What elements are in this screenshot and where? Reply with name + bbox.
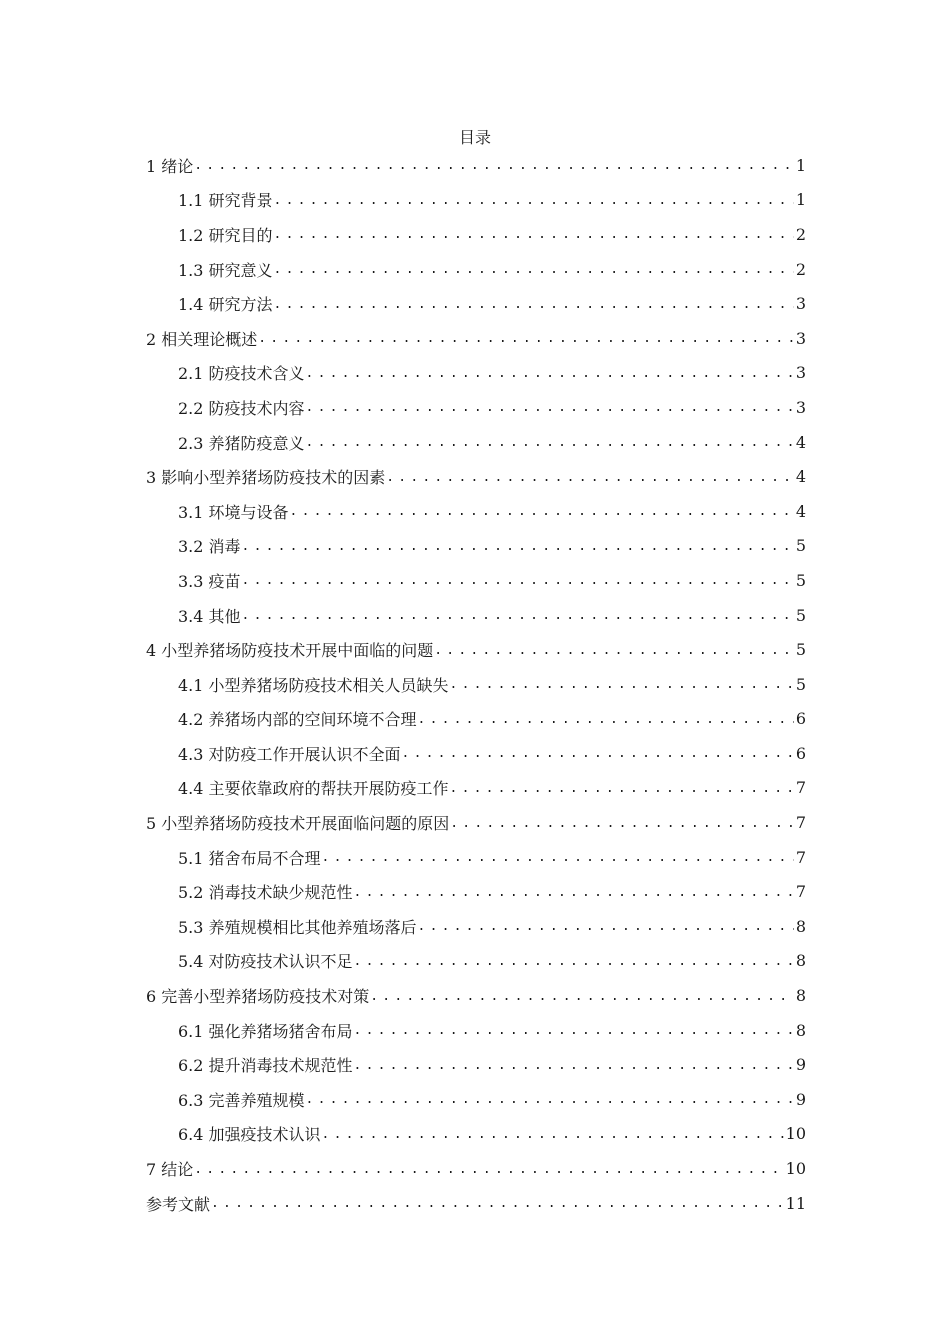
toc-entry[interactable] (146, 736, 806, 771)
toc-entry-page-number: 4 (795, 432, 806, 452)
toc-dot-leader (402, 742, 794, 764)
toc-entry[interactable] (146, 252, 806, 287)
toc-entry-label: 6 完善小型养猪场防疫技术对策 (146, 984, 370, 1007)
toc-entry-page-number: 5 (795, 536, 806, 556)
toc-entry-label: 5.2 消毒技术缺少规范性 (178, 880, 354, 903)
toc-entry-label: 2 相关理论概述 (146, 327, 258, 350)
toc-dot-leader (418, 915, 794, 937)
toc-dot-leader (306, 431, 794, 453)
toc-entry-page-number: 5 (795, 605, 806, 625)
toc-entry-label: 6.3 完善养殖规模 (178, 1088, 306, 1111)
toc-entry-page-number: 7 (795, 813, 806, 833)
toc-dot-leader (194, 154, 794, 176)
toc-entry-label: 4 小型养猪场防疫技术开展中面临的问题 (146, 638, 434, 661)
toc-entry-label: 3.3 疫苗 (178, 569, 242, 592)
toc-dot-leader (211, 1192, 784, 1214)
toc-entry[interactable] (146, 390, 806, 425)
toc-dot-leader (386, 466, 794, 488)
toc-entry[interactable] (146, 1151, 806, 1186)
toc-entry-page-number: 8 (795, 916, 806, 936)
toc-entry-page-number: 10 (785, 1124, 806, 1144)
toc-entry-page-number: 8 (795, 1020, 806, 1040)
toc-entry[interactable] (146, 148, 806, 183)
toc-dot-leader (450, 777, 794, 799)
toc-entry[interactable] (146, 944, 806, 979)
toc-entry-label: 5.1 猪舍布局不合理 (178, 846, 322, 869)
toc-entry-page-number: 2 (795, 224, 806, 244)
toc-entry-page-number: 5 (795, 674, 806, 694)
toc-dot-leader (322, 1123, 784, 1145)
toc-entry[interactable] (146, 702, 806, 737)
toc-dot-leader (434, 639, 794, 661)
toc-entry[interactable] (146, 667, 806, 702)
toc-entry-page-number: 3 (795, 294, 806, 314)
toc-entry-page-number: 4 (795, 467, 806, 487)
toc-entry-label: 3.4 其他 (178, 604, 242, 627)
toc-dot-leader (242, 604, 794, 626)
toc-dot-leader (274, 189, 794, 211)
toc-entry-page-number: 8 (795, 986, 806, 1006)
toc-entry[interactable] (146, 494, 806, 529)
toc-entry-page-number: 2 (795, 259, 806, 279)
toc-list (146, 148, 806, 1220)
toc-entry[interactable] (146, 425, 806, 460)
toc-entry-page-number: 9 (795, 1055, 806, 1075)
toc-entry-label: 5.3 养殖规模相比其他养殖场落后 (178, 915, 418, 938)
toc-entry[interactable] (146, 1013, 806, 1048)
toc-entry-page-number: 10 (785, 1159, 806, 1179)
toc-entry-label: 2.2 防疫技术内容 (178, 396, 306, 419)
toc-entry-label: 参考文献 (146, 1192, 211, 1215)
toc-entry[interactable] (146, 217, 806, 252)
toc-dot-leader (306, 396, 794, 418)
toc-dot-leader (354, 881, 794, 903)
toc-entry-page-number: 9 (795, 1089, 806, 1109)
toc-entry-label: 3.2 消毒 (178, 534, 242, 557)
toc-dot-leader (370, 985, 794, 1007)
toc-entry-label: 4.2 养猪场内部的空间环境不合理 (178, 707, 418, 730)
toc-entry-page-number: 6 (795, 709, 806, 729)
toc-entry[interactable] (146, 183, 806, 218)
toc-entry-page-number: 5 (795, 640, 806, 660)
toc-entry-label: 1.2 研究目的 (178, 223, 274, 246)
toc-entry[interactable] (146, 1082, 806, 1117)
toc-dot-leader (306, 362, 794, 384)
toc-entry-page-number: 11 (785, 1193, 806, 1213)
toc-entry[interactable] (146, 356, 806, 391)
toc-entry-label: 1.3 研究意义 (178, 258, 274, 281)
toc-entry-label: 4.1 小型养猪场防疫技术相关人员缺失 (178, 673, 450, 696)
toc-dot-leader (306, 1088, 794, 1110)
toc-dot-leader (450, 673, 794, 695)
toc-dot-leader (242, 535, 794, 557)
toc-entry-label: 6.4 加强疫技术认识 (178, 1122, 322, 1145)
toc-entry-label: 3 影响小型养猪场防疫技术的因素 (146, 465, 386, 488)
toc-entry[interactable] (146, 978, 806, 1013)
toc-entry-label: 2.3 养猪防疫意义 (178, 431, 306, 454)
toc-entry[interactable] (146, 840, 806, 875)
toc-entry[interactable] (146, 1186, 806, 1221)
toc-entry-page-number: 3 (795, 328, 806, 348)
toc-entry-label: 6.2 提升消毒技术规范性 (178, 1053, 354, 1076)
toc-entry-label: 5 小型养猪场防疫技术开展面临问题的原因 (146, 811, 450, 834)
toc-entry-page-number: 1 (795, 155, 806, 175)
toc-entry-page-number: 7 (795, 847, 806, 867)
toc-entry-label: 1 绪论 (146, 154, 194, 177)
toc-entry-page-number: 5 (795, 570, 806, 590)
toc-dot-leader (274, 293, 794, 315)
toc-entry-label: 1.1 研究背景 (178, 188, 274, 211)
toc-entry-page-number: 4 (795, 501, 806, 521)
toc-entry-label: 6.1 强化养猪场猪舍布局 (178, 1019, 354, 1042)
toc-dot-leader (354, 950, 794, 972)
toc-dot-leader (258, 327, 794, 349)
toc-entry-label: 2.1 防疫技术含义 (178, 361, 306, 384)
toc-entry-page-number: 8 (795, 951, 806, 971)
toc-dot-leader (274, 258, 794, 280)
toc-entry-label: 3.1 环境与设备 (178, 500, 290, 523)
toc-entry-page-number: 3 (795, 397, 806, 417)
toc-entry-label: 4.4 主要依靠政府的帮扶开展防疫工作 (178, 776, 450, 799)
toc-entry-label: 7 结论 (146, 1157, 194, 1180)
toc-dot-leader (194, 1158, 783, 1180)
toc-entry[interactable] (146, 563, 806, 598)
toc-dot-leader (274, 223, 794, 245)
toc-title: 目录 (458, 128, 491, 147)
toc-dot-leader (290, 500, 794, 522)
toc-entry-label: 5.4 对防疫技术认识不足 (178, 949, 354, 972)
toc-entry[interactable] (146, 805, 806, 840)
toc-entry[interactable] (146, 529, 806, 564)
toc-entry[interactable] (146, 1117, 806, 1152)
toc-entry[interactable] (146, 874, 806, 909)
toc-dot-leader (354, 1019, 794, 1041)
toc-dot-leader (242, 569, 794, 591)
toc-dot-leader (322, 846, 794, 868)
toc-dot-leader (418, 708, 794, 730)
toc-entry-page-number: 1 (795, 190, 806, 210)
toc-entry-page-number: 6 (795, 743, 806, 763)
toc-entry[interactable] (146, 286, 806, 321)
toc-entry-label: 4.3 对防疫工作开展认识不全面 (178, 742, 402, 765)
toc-entry[interactable] (146, 459, 806, 494)
toc-dot-leader (450, 812, 794, 834)
toc-dot-leader (354, 1054, 794, 1076)
toc-entry-page-number: 3 (795, 363, 806, 383)
toc-entry-page-number: 7 (795, 882, 806, 902)
toc-entry[interactable] (146, 1047, 806, 1082)
toc-entry-page-number: 7 (795, 778, 806, 798)
toc-entry[interactable] (146, 321, 806, 356)
toc-entry[interactable] (146, 632, 806, 667)
toc-entry[interactable] (146, 598, 806, 633)
toc-entry-label: 1.4 研究方法 (178, 292, 274, 315)
toc-entry[interactable] (146, 771, 806, 806)
toc-entry[interactable] (146, 909, 806, 944)
